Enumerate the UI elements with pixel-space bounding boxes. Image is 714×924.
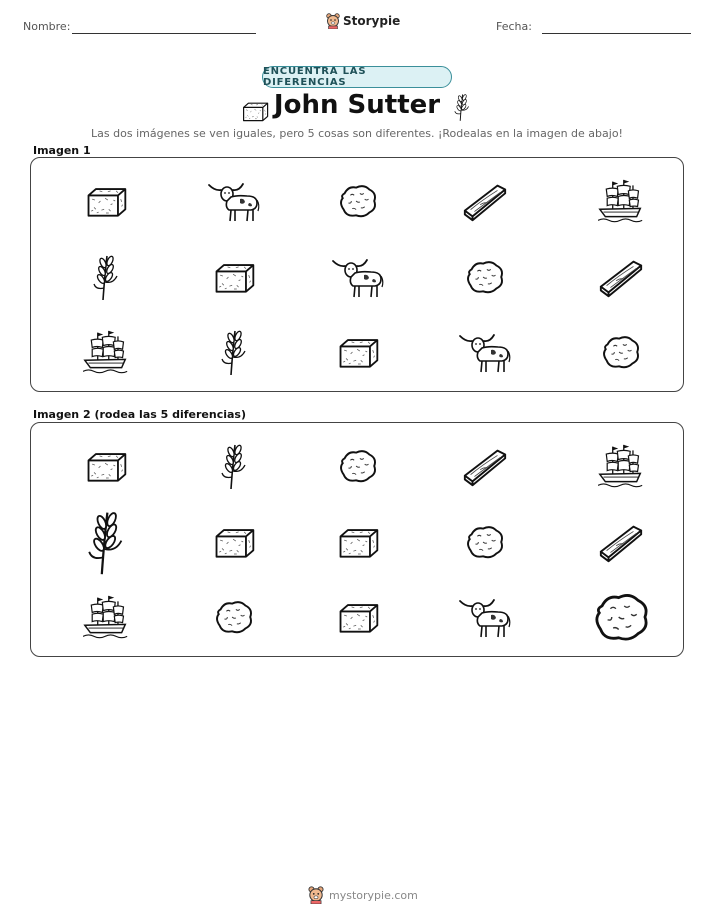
instructions: Las dos imágenes se ven iguales, pero 5 cosas son diferentes. ¡Rodealas en la imagen de abajo! xyxy=(91,127,623,140)
image1-label: Imagen 1 xyxy=(33,144,91,157)
wood-plank-icon xyxy=(597,255,645,299)
hay-bale-icon xyxy=(211,257,257,297)
sailing-ship-icon[interactable] xyxy=(83,593,129,641)
gold-nugget-icon xyxy=(464,257,506,297)
worksheet-tag: ENCUENTRA LAS DIFERENCIAS xyxy=(262,66,452,88)
gold-nugget-icon[interactable] xyxy=(591,588,652,646)
page-title: John Sutter xyxy=(273,90,441,120)
gold-nugget-icon xyxy=(600,332,642,372)
name-line[interactable] xyxy=(72,33,256,34)
gold-nugget-icon[interactable] xyxy=(464,522,506,562)
hay-bale-icon[interactable] xyxy=(211,522,257,562)
hay-bale-icon xyxy=(335,332,381,372)
image2-label: Imagen 2 (rodea las 5 diferencias) xyxy=(33,408,247,421)
wood-plank-icon[interactable] xyxy=(597,520,645,564)
sailing-ship-icon xyxy=(598,177,644,225)
wheat-icon xyxy=(447,92,477,122)
brand-name: Storypie xyxy=(343,14,401,28)
longhorn-cow-icon xyxy=(458,330,512,374)
wheat-icon xyxy=(219,327,249,377)
wheat-icon[interactable] xyxy=(219,441,249,491)
bear-logo-icon xyxy=(326,13,340,29)
gold-nugget-icon[interactable] xyxy=(213,597,255,637)
image2-panel[interactable] xyxy=(30,422,684,657)
wood-plank-icon[interactable] xyxy=(461,444,509,488)
longhorn-cow-icon[interactable] xyxy=(458,595,512,639)
gold-nugget-icon[interactable] xyxy=(337,446,379,486)
longhorn-cow-icon xyxy=(331,255,385,299)
wheat-icon xyxy=(91,252,121,302)
date-label: Fecha: xyxy=(496,20,532,33)
footer-site: mystorypie.com xyxy=(329,888,418,902)
longhorn-cow-icon xyxy=(207,179,261,223)
sailing-ship-icon xyxy=(83,328,129,376)
hay-bale-icon[interactable] xyxy=(83,446,129,486)
hay-bale-icon[interactable] xyxy=(335,522,381,562)
image1-panel xyxy=(30,157,684,392)
hay-bale-icon[interactable] xyxy=(335,597,381,637)
footer xyxy=(308,886,418,904)
name-label: Nombre: xyxy=(23,20,71,33)
date-line[interactable] xyxy=(542,33,691,34)
hay-bale-icon xyxy=(83,181,129,221)
bear-logo-icon xyxy=(308,886,324,904)
wood-plank-icon xyxy=(461,179,509,223)
sailing-ship-icon[interactable] xyxy=(598,442,644,490)
storypie-logo xyxy=(326,13,400,29)
gold-nugget-icon xyxy=(337,181,379,221)
wheat-icon[interactable] xyxy=(85,507,127,577)
